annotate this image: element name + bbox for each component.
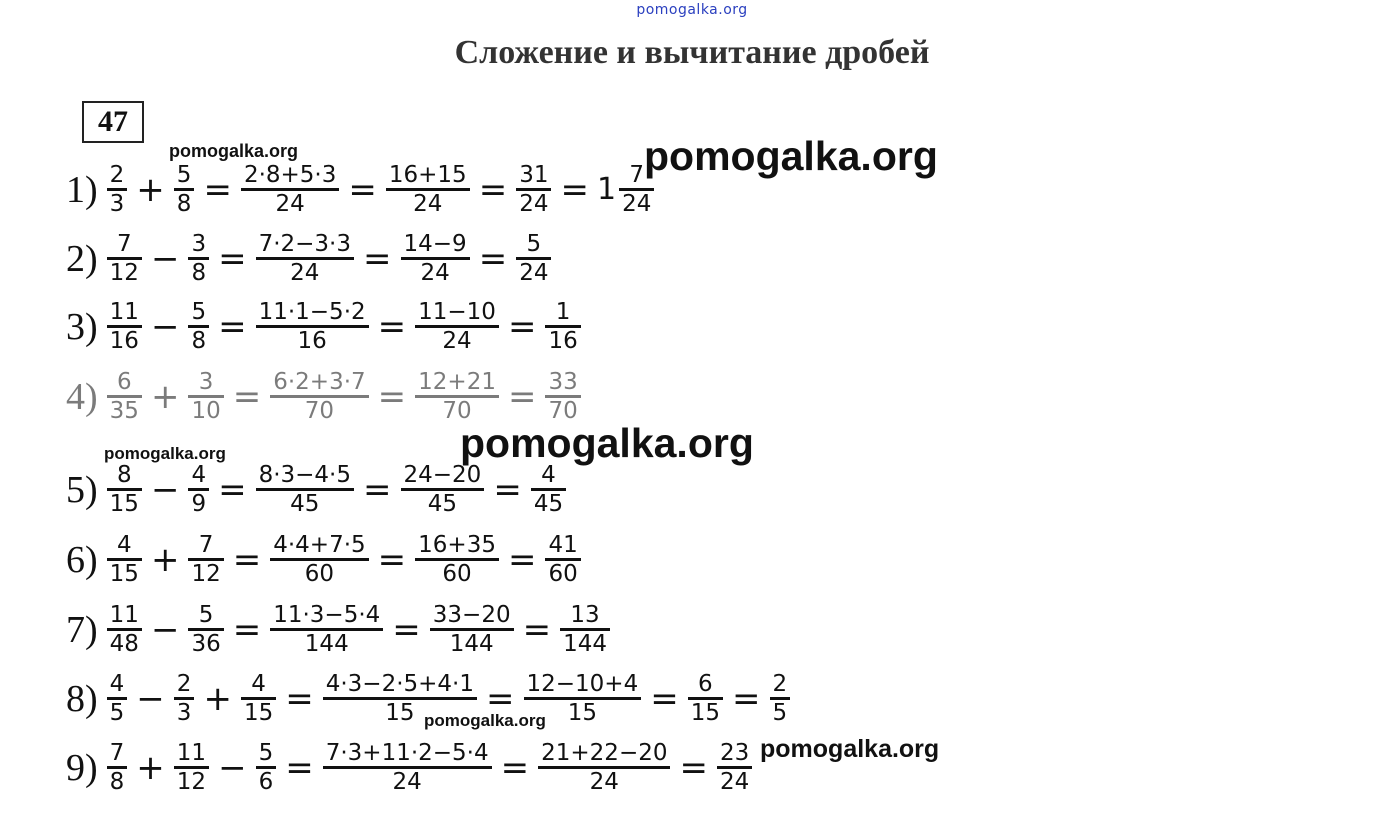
equation-label: 2) — [66, 237, 98, 280]
page-title: Сложение и вычитание дробей — [454, 34, 930, 71]
operator: + — [136, 747, 165, 788]
fraction-numerator: 5 — [191, 299, 207, 325]
fraction-numerator: 6 — [698, 671, 713, 697]
fraction-denominator: 60 — [548, 561, 578, 587]
fraction — [107, 533, 142, 586]
fraction-numerator: 8 — [116, 462, 132, 488]
fraction-numerator: 8·3−4·5 — [258, 462, 352, 488]
equation-label: 4) — [66, 375, 98, 418]
fraction — [188, 603, 223, 656]
fraction-denominator: 24 — [519, 260, 549, 286]
fraction — [415, 370, 499, 423]
fraction — [430, 603, 514, 656]
watermark: pomogalka.org — [460, 420, 754, 466]
fraction-numerator: 3 — [198, 369, 214, 395]
fraction — [538, 741, 670, 794]
fraction-numerator: 3 — [191, 231, 207, 257]
mixed-whole-part: 1 — [596, 171, 617, 207]
fraction — [545, 533, 580, 586]
fraction-denominator: 24 — [392, 769, 422, 795]
operator: = — [650, 678, 679, 719]
fraction-denominator: 8 — [191, 328, 207, 354]
operator: + — [150, 539, 180, 580]
fraction-denominator: 6 — [258, 769, 274, 795]
fraction-denominator: 70 — [304, 398, 335, 424]
operator: = — [732, 678, 761, 719]
fraction-numerator: 4 — [109, 671, 125, 697]
fraction-denominator: 12 — [176, 769, 207, 795]
fraction — [323, 672, 477, 725]
fraction-denominator: 3 — [109, 191, 125, 217]
fraction — [241, 672, 276, 725]
problem-number-box: 47 — [82, 101, 144, 143]
fraction-denominator: 24 — [275, 191, 305, 217]
operator: = — [232, 609, 262, 650]
fraction-numerator: 23 — [719, 740, 750, 766]
fraction-denominator: 24 — [622, 191, 652, 217]
operator: − — [150, 469, 180, 510]
watermark: pomogalka.org — [644, 133, 938, 179]
fraction-denominator: 70 — [548, 398, 578, 424]
operator: = — [377, 306, 407, 347]
equation-row — [66, 603, 613, 656]
fraction — [717, 741, 752, 794]
fraction-denominator: 60 — [442, 561, 472, 587]
fraction-denominator: 24 — [420, 260, 450, 286]
fraction-numerator: 12+21 — [418, 369, 496, 395]
fraction-denominator: 9 — [191, 491, 207, 517]
fraction — [188, 533, 223, 586]
fraction-denominator: 8 — [176, 191, 192, 217]
operator: = — [218, 306, 247, 347]
watermark: pomogalka.org — [169, 141, 299, 161]
fraction — [107, 370, 142, 423]
fraction-denominator: 15 — [109, 491, 139, 517]
fraction-numerator: 4 — [251, 671, 266, 697]
fraction-denominator: 15 — [109, 561, 139, 587]
fraction-denominator: 12 — [109, 260, 139, 286]
fraction — [516, 163, 551, 216]
equation-row — [66, 370, 584, 423]
fraction — [174, 741, 209, 794]
fraction-denominator: 70 — [442, 398, 472, 424]
fraction-denominator: 3 — [176, 700, 192, 726]
fraction — [770, 672, 791, 725]
operator: = — [478, 169, 508, 210]
fraction-numerator: 2·8+5·3 — [243, 162, 337, 188]
fraction-numerator: 6·2+3·7 — [273, 369, 366, 395]
operator: = — [218, 238, 247, 279]
watermark: pomogalka.org — [760, 735, 940, 763]
fraction — [401, 463, 485, 516]
operator: = — [232, 539, 262, 580]
fraction-numerator: 31 — [519, 162, 549, 188]
fraction-denominator: 144 — [304, 631, 349, 657]
equation-label: 8) — [66, 677, 98, 720]
operator: = — [478, 238, 508, 279]
fraction-denominator: 16 — [297, 328, 327, 354]
fraction-denominator: 144 — [563, 631, 607, 657]
fraction-denominator: 12 — [191, 561, 221, 587]
fraction-denominator: 15 — [690, 700, 720, 726]
fraction-numerator: 5 — [198, 602, 214, 628]
fraction-numerator: 7 — [116, 231, 132, 257]
fraction — [401, 232, 470, 285]
fraction-denominator: 10 — [191, 398, 221, 424]
fraction-numerator: 21+22−20 — [541, 740, 668, 766]
fraction — [241, 163, 339, 216]
equation-row — [66, 300, 584, 353]
fraction-denominator: 16 — [548, 328, 578, 354]
fraction — [516, 232, 551, 285]
fraction — [545, 300, 580, 353]
header-site-url: pomogalka.org — [636, 2, 748, 18]
fraction-numerator: 7 — [109, 740, 125, 766]
fraction — [545, 370, 580, 423]
equation-label: 6) — [66, 538, 98, 581]
fraction-numerator: 14−9 — [403, 231, 467, 257]
operator: − — [150, 238, 180, 279]
fraction — [270, 603, 383, 656]
fraction-numerator: 12−10+4 — [526, 671, 639, 697]
fraction-numerator: 5 — [258, 740, 274, 766]
fraction — [107, 463, 142, 516]
equation-row — [66, 163, 657, 216]
fraction-denominator: 8 — [109, 769, 125, 795]
operator: = — [377, 376, 407, 417]
fraction-numerator: 4 — [191, 462, 207, 488]
fraction — [107, 603, 142, 656]
fraction — [107, 300, 142, 353]
operator: = — [285, 747, 314, 788]
fraction-denominator: 35 — [109, 398, 139, 424]
fraction-denominator: 144 — [449, 631, 494, 657]
fraction-numerator: 41 — [548, 532, 578, 558]
operator: = — [522, 609, 552, 650]
fraction — [560, 603, 610, 656]
fraction — [415, 300, 499, 353]
fraction-numerator: 7·3+11·2−5·4 — [325, 740, 489, 766]
fraction-numerator: 2 — [176, 671, 192, 697]
fraction — [107, 741, 128, 794]
equation-label: 1) — [66, 168, 98, 211]
fraction — [174, 163, 195, 216]
fraction-denominator: 15 — [385, 700, 415, 726]
fraction — [174, 672, 195, 725]
operator: = — [507, 306, 537, 347]
fraction-denominator: 16 — [109, 328, 139, 354]
operator: = — [560, 169, 589, 210]
watermark: pomogalka.org — [424, 711, 546, 730]
fraction-denominator: 5 — [109, 700, 125, 726]
operator: + — [150, 376, 180, 417]
fraction-numerator: 5 — [526, 231, 542, 257]
operator: = — [285, 678, 314, 719]
fraction — [524, 672, 642, 725]
operator: − — [218, 747, 247, 788]
fraction-denominator: 36 — [191, 631, 221, 657]
operator: = — [377, 539, 407, 580]
fraction — [188, 370, 223, 423]
operator: = — [507, 376, 537, 417]
equation-row — [66, 463, 569, 516]
fraction — [270, 370, 368, 423]
equation-row — [66, 533, 584, 586]
fraction-denominator: 24 — [413, 191, 443, 217]
fraction-numerator: 2 — [109, 162, 125, 188]
operator: = — [486, 678, 515, 719]
fraction — [256, 741, 277, 794]
fraction-numerator: 4 — [541, 462, 556, 488]
fraction — [270, 533, 368, 586]
fraction — [256, 300, 369, 353]
fraction-denominator: 8 — [191, 260, 207, 286]
operator: = — [218, 469, 247, 510]
watermark: pomogalka.org — [104, 444, 226, 463]
fraction-denominator: 24 — [719, 769, 750, 795]
operator: − — [150, 609, 180, 650]
fraction-numerator: 33 — [548, 369, 578, 395]
fraction-numerator: 5 — [176, 162, 192, 188]
operator: + — [136, 169, 165, 210]
fraction-numerator: 7 — [629, 162, 645, 188]
fraction-denominator: 24 — [290, 260, 320, 286]
operator: + — [203, 678, 232, 719]
equation-label: 7) — [66, 608, 98, 651]
fraction-numerator: 13 — [570, 602, 600, 628]
fraction-numerator: 2 — [772, 671, 788, 697]
fraction-numerator: 33−20 — [432, 602, 511, 628]
fraction-numerator: 11 — [109, 602, 139, 628]
fraction — [188, 463, 209, 516]
equation-label: 3) — [66, 305, 98, 348]
fraction-numerator: 7 — [198, 532, 214, 558]
operator: = — [679, 747, 708, 788]
fraction-numerator: 16+15 — [388, 162, 467, 188]
fraction-numerator: 24−20 — [403, 462, 482, 488]
operator: = — [363, 238, 392, 279]
fraction — [619, 163, 654, 216]
fraction — [256, 232, 354, 285]
fraction — [188, 232, 209, 285]
fraction-numerator: 11·3−5·4 — [273, 602, 381, 628]
fraction-numerator: 16+35 — [418, 532, 496, 558]
operator: − — [136, 678, 165, 719]
fraction — [386, 163, 470, 216]
fraction-denominator: 24 — [589, 769, 619, 795]
fraction-numerator: 11 — [176, 740, 207, 766]
operator: = — [363, 469, 392, 510]
fraction-denominator: 48 — [109, 631, 139, 657]
equation-row — [66, 741, 755, 794]
fraction-numerator: 1 — [555, 299, 571, 325]
fraction-denominator: 24 — [519, 191, 549, 217]
fraction-denominator: 15 — [567, 700, 597, 726]
operator: − — [150, 306, 180, 347]
fraction — [531, 463, 566, 516]
equation-label: 5) — [66, 468, 98, 511]
fraction-denominator: 45 — [427, 491, 458, 517]
fraction-numerator: 11·1−5·2 — [258, 299, 366, 325]
fraction-denominator: 15 — [243, 700, 274, 726]
fraction — [688, 672, 723, 725]
fraction — [107, 672, 128, 725]
fraction-numerator: 4 — [116, 532, 132, 558]
fraction-denominator: 45 — [533, 491, 564, 517]
fraction-numerator: 11 — [109, 299, 139, 325]
fraction-denominator: 45 — [290, 491, 320, 517]
operator: = — [507, 539, 537, 580]
fraction — [256, 463, 354, 516]
operator: = — [348, 169, 377, 210]
fraction-numerator: 7·2−3·3 — [258, 231, 352, 257]
fraction — [107, 232, 142, 285]
fraction — [107, 163, 128, 216]
fraction-numerator: 6 — [116, 369, 132, 395]
fraction — [415, 533, 499, 586]
operator: = — [203, 169, 232, 210]
fraction-denominator: 24 — [442, 328, 472, 354]
fraction — [188, 300, 209, 353]
operator: = — [232, 376, 262, 417]
fraction-denominator: 5 — [772, 700, 788, 726]
equation-row — [66, 672, 793, 725]
operator: = — [500, 747, 530, 788]
equation-label: 9) — [66, 746, 98, 789]
operator: = — [493, 469, 522, 510]
equation-row — [66, 232, 554, 285]
fraction-numerator: 4·3−2·5+4·1 — [325, 671, 474, 697]
fraction — [323, 741, 492, 794]
fraction-numerator: 4·4+7·5 — [273, 532, 366, 558]
fraction-numerator: 11−10 — [418, 299, 496, 325]
fraction-denominator: 60 — [304, 561, 335, 587]
operator: = — [392, 609, 421, 650]
